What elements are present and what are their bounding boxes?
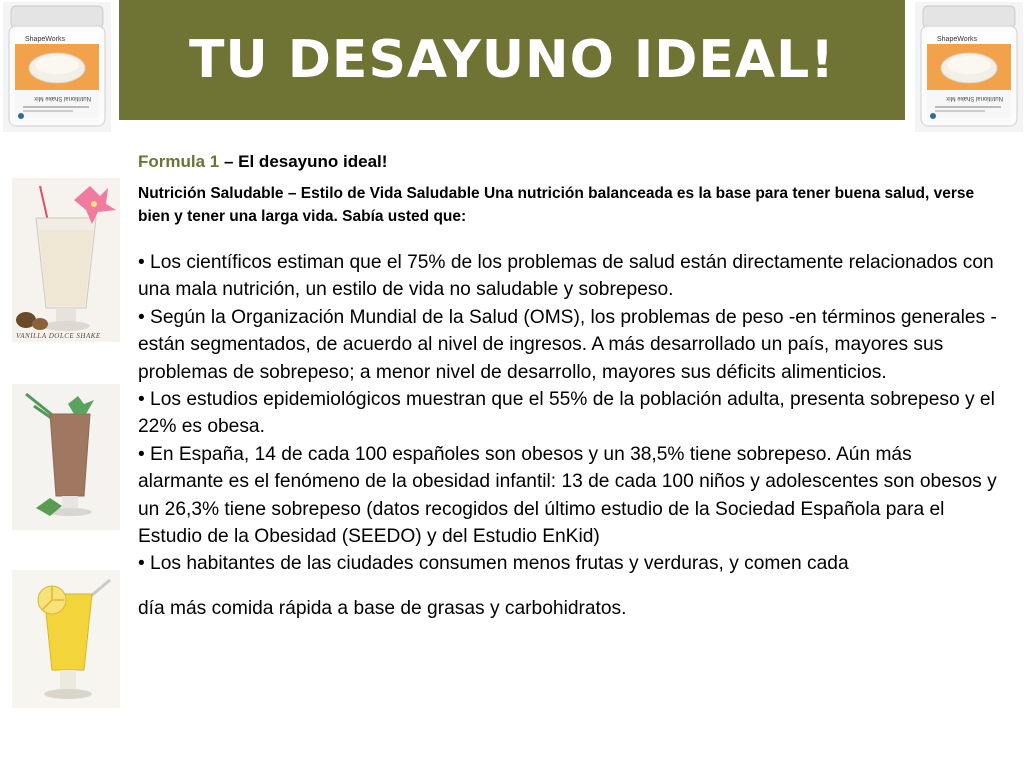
jar-brand-text: ShapeWorks [937,36,977,43]
vanilla-shake-image [12,178,120,342]
jar-product-text: Nutritional Shake Mix [34,95,91,101]
bullet-item: • Los estudios epidemiológicos muestran que el 55% de la población adulta, presenta sobrepeso y el 22% es obesa. [138,389,995,438]
vanilla-shake-photo [12,178,120,342]
chocolate-shake-photo [12,384,120,530]
chocolate-shake-image [12,384,120,530]
content-area [138,152,998,622]
pineapple-shake-image [12,570,120,708]
bullet-item: • Según la Organización Mundial de la Salud (OMS), los problemas de peso -en términos generales -están segmentados, de acuerdo al nivel de ingresos. A más desarrollado un país, mayores sus problemas de sobrepeso; a menor nivel de desarrollo, mayores sus déficits alimenticios. [138,306,997,383]
page-title: TU DESAYUNO IDEAL! [188,30,836,90]
bullet-item: • En España, 14 de cada 100 españoles son obesos y un 38,5% tiene sobrepeso. Aún más alarmante es el fenómeno de la obesidad infantil: 13 de cada 100 niños y adolescentes son obesos y un 26,3% tiene sobrepeso (datos recogidos del último estudio de la Sociedad Española para el Estudio de la Obesidad (SEEDO) y del Estudio EnKid) [138,443,997,548]
bullet-item: • Los habitantes de las ciudades consumen menos frutas y verduras, y comen cada [138,553,849,575]
title-brand: Formula 1 [138,152,220,171]
bullet-item: • Los científicos estiman que el 75% de los problemas de salud están directamente relacionados con una mala nutrición, un estilo de vida no saludable y sobrepeso. [138,252,994,301]
product-jar-right-image [915,2,1023,132]
title-rest: – El desayuno ideal! [219,152,388,171]
title-bar [119,0,905,120]
section-title [138,152,998,172]
product-jar-left-image [3,2,111,132]
pineapple-shake-photo [12,570,120,708]
bullet-continuation: día más comida rápida a base de grasas y carbohidratos. [138,597,627,619]
vanilla-shake-caption: VANILLA DOLCE SHAKE [16,332,101,340]
jar-brand-text: ShapeWorks [25,36,65,43]
jar-product-text: Nutritional Shake Mix [946,95,1003,101]
intro-paragraph: Nutrición Saludable – Estilo de Vida Saludable Una nutrición balanceada es la base para tener buena salud, verse bien y tener una larga vida. Sabía usted que: [138,185,975,225]
